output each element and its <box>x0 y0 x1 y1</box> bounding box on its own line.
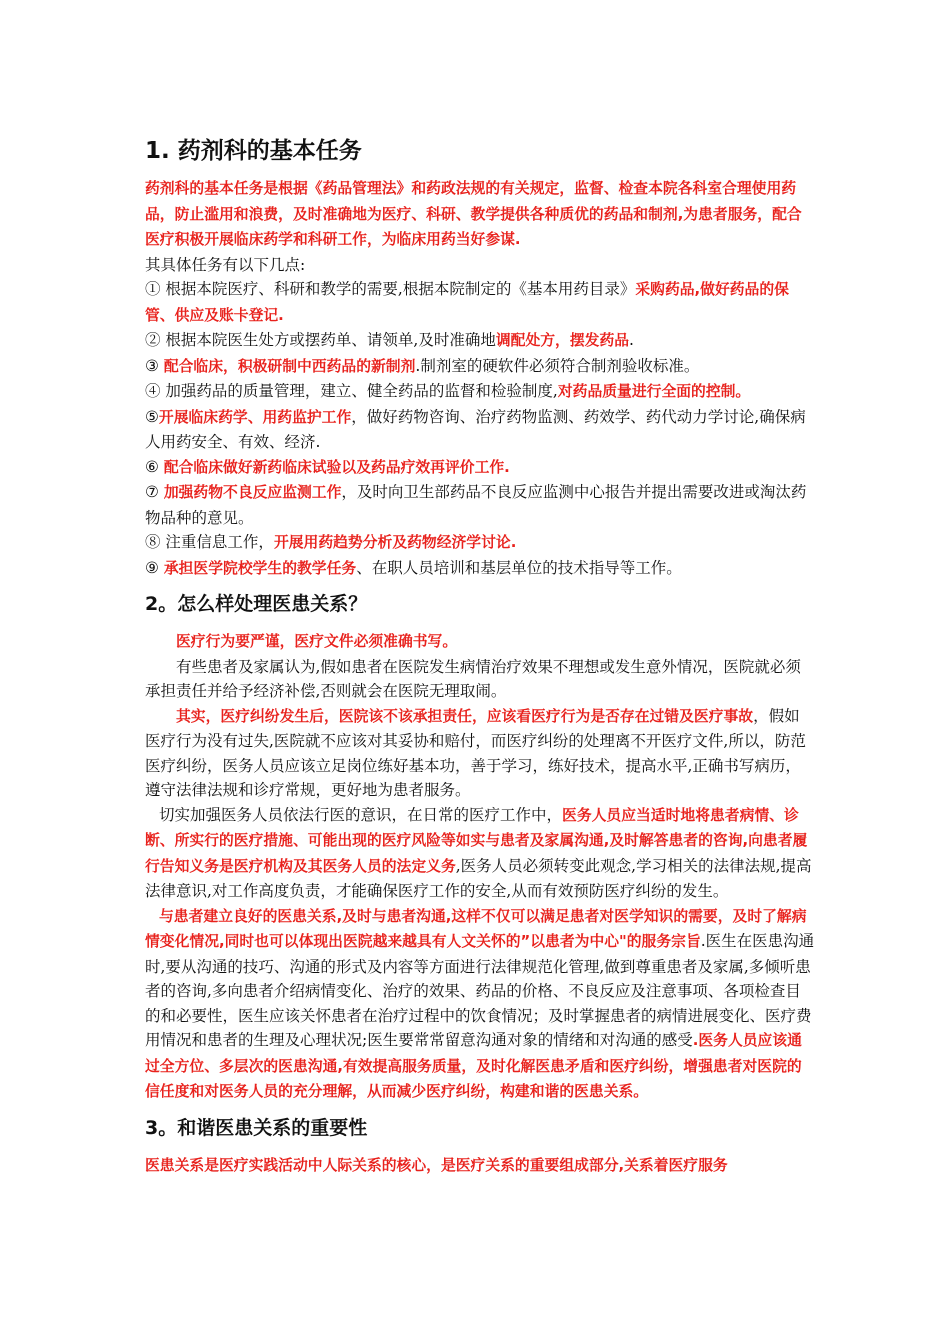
paragraph-highlight: 医疗行为要严谨，医疗文件必须准确书写。 <box>176 633 458 650</box>
task-item-text: ，及时向卫生部药品不良反应监测中心报告并提出需要改进或淘汰药物品种的意见。 <box>145 483 807 527</box>
task-item-3 <box>145 354 815 380</box>
section2-paragraph-1 <box>145 629 815 655</box>
task-item-text: . <box>629 331 634 349</box>
task-item-6 <box>145 455 815 481</box>
section2-paragraph-2: 有些患者及家属认为,假如患者在医院发生病情治疗效果不理想或发生意外情况，医院就必须承担责任并给予经济补偿,否则就会在医院无理取闹。 <box>145 657 801 700</box>
task-item-highlight: 对药品质量进行全面的控制。 <box>557 383 751 400</box>
paragraph-highlight: 其实，医疗纠纷发生后，医院该不该承担责任，应该看医疗行为是否存在过错及医疗事故 <box>176 707 754 725</box>
paragraph-highlight: 医务人员应当适时地将患者病情、诊断、所实行的医疗措施、可能出现的医疗风险等如实与患者及家属沟通,及时解答患者的咨询,向患者履行告知义务是医疗机构及其医务人员的法定义务 <box>145 806 808 875</box>
section2-title: 2。怎么样处理医患关系？ <box>145 593 368 615</box>
task-item-text: ⑧ 注重信息工作， <box>145 533 274 551</box>
task-item-9 <box>145 556 815 582</box>
task-item-text: ，做好药物咨询、治疗药物监测、药效学、药代动力学讨论,确保病人用药安全、有效、经济. <box>145 407 806 451</box>
paragraph-highlight: 与患者建立良好的医患关系,及时与患者沟通,这样不仅可以满足患者对医学知识的需要，及时了解病情变化情况,同时也可以体现出医院越来越具有人文关怀的”以患者为中心"的服务宗旨 <box>145 907 807 950</box>
section1-title: 1. 药剂科的基本任务 <box>145 138 362 164</box>
section2-paragraph-4 <box>145 803 815 904</box>
task-item-2 <box>145 328 815 354</box>
task-item-4 <box>145 379 815 405</box>
task-item-text: ⑨ <box>145 558 164 577</box>
task-item-highlight: 加强药物不良反应监测工作 <box>163 484 342 501</box>
section3-title: 3。和谐医患关系的重要性 <box>145 1116 368 1139</box>
task-item-highlight: 配合临床，积极研制中西药品的新制剂 <box>163 357 416 375</box>
paragraph-text: 切实加强医务人员依法行医的意识，在日常的医疗工作中， <box>159 805 563 824</box>
task-item-text: ⑤ <box>145 407 159 426</box>
task-item-highlight: 承担医学院校学生的教学任务 <box>163 559 357 577</box>
paragraph-highlight: 医患关系是医疗实践活动中人际关系的核心，是医疗关系的重要组成部分,关系着医疗服务 <box>145 1156 728 1174</box>
paragraph-text: .医生在医患沟通时,要从沟通的技巧、沟通的形式及内容等方面进行法律规范化管理,做到尊重患者及家属,多倾听患者的咨询,多向患者介绍病情变化、治疗的效果、药品的价格、不良反应及注意事项、各项检查目的和必要性，医生应该关怀患者在治疗过程中的饮食情况；及时掌握患者的病情进展变化、医疗费用情况和患者的生理及心理状况;医生要常常留意沟通对象的情绪和对沟通的感受 <box>145 932 815 1049</box>
task-item-5 <box>145 405 815 455</box>
section3-paragraph-1 <box>145 1153 815 1179</box>
task-item-highlight: 配合临床做好新药临床试验以及药品疗效再评价工作. <box>163 458 510 476</box>
task-item-text: ② 根据本院医生处方或摆药单、请领单,及时准确地 <box>145 331 496 349</box>
paragraph-highlight: .医务人员应该通过全方位、多层次的医患沟通,有效提高服务质量，及时化解医患矛盾和医疗纠纷，增强患者对医院的信任度和对医务人员的充分理解，从而减少医疗纠纷，构建和谐的医患关系。 <box>145 1032 802 1100</box>
section1-intro <box>145 176 815 253</box>
task-item-text: ③ <box>145 356 164 375</box>
paragraph-text: ，假如医疗行为没有过失,医院就不应该对其妥协和赔付，而医疗纠纷的处理离不开医疗文件,所以，防范医疗纠纷，医务人员应该立足岗位练好基本功，善于学习，练好技术，提高水平,正确书写病历，遵守法律法规和诊疗常规，更好地为患者服务。 <box>145 706 806 799</box>
paragraph-text: ,医务人员必须转变此观念,学习相关的法律法规,提高法律意识,对工作高度负责，才能确保医疗工作的安全,从而有效预防医疗纠纷的发生。 <box>145 856 812 900</box>
task-item-text: ① 根据本院医疗、科研和教学的需要,根据本院制定的《基本用药目录》 <box>145 280 636 298</box>
section2-paragraph-3 <box>145 704 815 803</box>
task-item-text: ⑥ <box>145 457 164 476</box>
task-item-text: 、在职人员培训和基层单位的技术指导等工作。 <box>356 558 682 577</box>
section1-lead: 其具体任务有以下几点: <box>145 255 306 274</box>
task-item-highlight: 开展临床药学、用药监护工作 <box>158 408 352 426</box>
task-item-1 <box>145 277 815 328</box>
document-page <box>145 134 815 1178</box>
task-item-highlight: 调配处方，摆发药品 <box>495 332 630 349</box>
task-item-text: .制剂室的硬软件必须符合制剂验收标准。 <box>415 356 700 375</box>
task-item-highlight: 开展用药趋势分析及药物经济学讨论. <box>273 534 517 551</box>
task-item-7 <box>145 480 815 530</box>
section2-paragraph-5 <box>145 904 815 1105</box>
task-item-8 <box>145 530 815 556</box>
task-item-text: ⑦ <box>145 483 164 501</box>
task-item-highlight: 采购药品,做好药品的保管、供应及账卡登记. <box>145 281 789 324</box>
section1-intro-text: 药剂科的基本任务是根据《药品管理法》和药政法规的有关规定，监督、检查本院各科室合理使用药品，防止滥用和浪费，及时准确地为医疗、科研、教学提供各种质优的药品和制剂,为患者服务，配合医疗积极开展临床药学和科研工作，为临床用药当好参谋. <box>145 180 802 248</box>
task-item-text: ④ 加强药品的质量管理，建立、健全药品的监督和检验制度, <box>145 382 558 400</box>
